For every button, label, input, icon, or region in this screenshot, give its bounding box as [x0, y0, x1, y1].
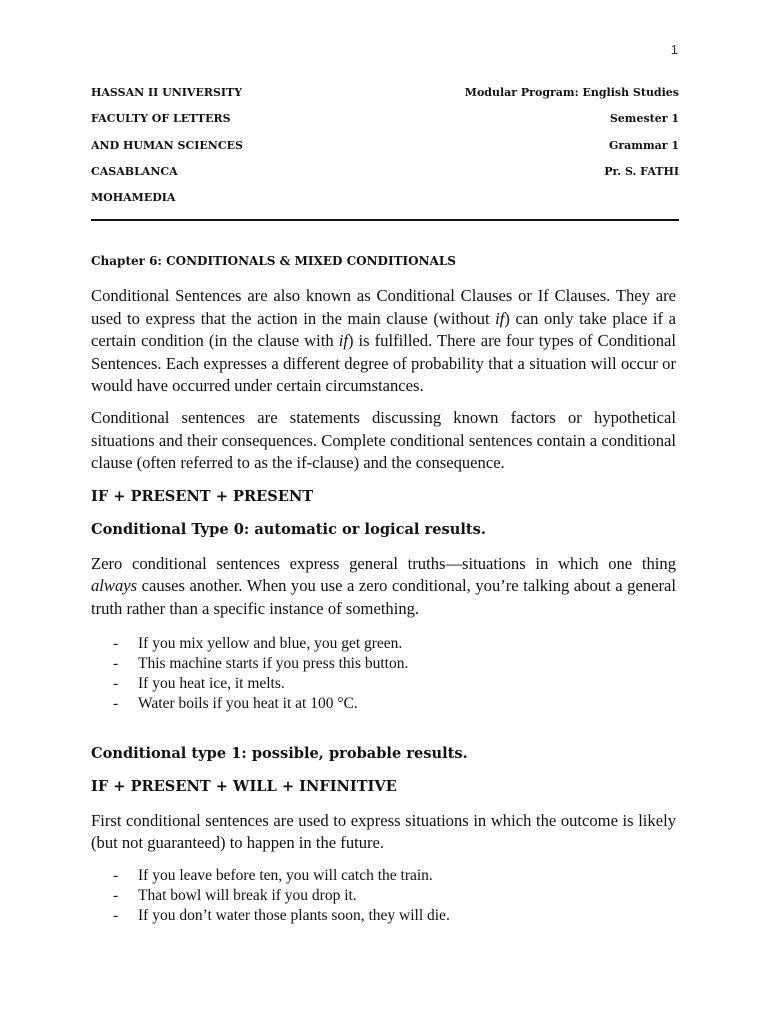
header-professor: Pr. S. FATHI — [604, 164, 679, 178]
type1-formula: IF + PRESENT + WILL + INFINITIVE — [91, 777, 397, 795]
type0-text: Zero conditional sentences express general truths—situations in which one thing — [91, 553, 676, 573]
list-item: - If you don’t water those plants soon, they will die. — [91, 906, 676, 926]
header-faculty-continued: AND HUMAN SCIENCES — [91, 138, 243, 152]
intro-paragraph-2: Conditional sentences are statements discussing known factors or hypothetical situations and their consequences. Complete conditional sentences contain a conditional clause (often referred to as the if-clause) and the consequence. — [91, 407, 676, 473]
header-university: HASSAN II UNIVERSITY — [91, 86, 243, 99]
italic-always: always — [91, 576, 138, 596]
header-program: Modular Program: English Studies — [464, 86, 679, 99]
type0-examples — [91, 634, 676, 714]
page-number: 1 — [670, 42, 678, 57]
header-faculty: FACULTY OF LETTERS — [91, 112, 231, 126]
list-item: - Water boils if you heat it at 100 °C. — [91, 694, 676, 714]
header-row — [91, 112, 679, 138]
list-item: - This machine starts if you press this button. — [91, 654, 676, 674]
intro-text: ) is fulfilled. There are four types of Conditional Sentences. Each expresses a different degree of probability that a situation will occur or would have occurred under certain circumstances. — [91, 331, 676, 396]
list-item: - If you leave before ten, you will catch the train. — [91, 866, 676, 886]
type0-title: Conditional Type 0: automatic or logical results. — [91, 520, 486, 538]
header-row — [91, 191, 679, 217]
header-city: CASABLANCA — [91, 164, 178, 178]
intro-text: Conditional Sentences are also known as Conditional Clauses or If Clauses. They are used to express that the action in the main clause (without — [91, 286, 676, 328]
header-city-2: MOHAMEDIA — [91, 191, 176, 205]
type1-description: First conditional sentences are used to express situations in which the outcome is likely (but not guaranteed) to happen in the future. — [91, 810, 676, 853]
document-header — [91, 86, 679, 221]
type1-title: Conditional type 1: possible, probable results. — [91, 744, 468, 762]
italic-if: if — [338, 331, 348, 351]
chapter-title: Chapter 6: CONDITIONALS & MIXED CONDITIONALS — [91, 254, 456, 268]
list-item: - If you heat ice, it melts. — [91, 674, 676, 694]
header-course: Grammar 1 — [608, 138, 679, 152]
list-item: - That bowl will break if you drop it. — [91, 886, 676, 906]
type0-description — [91, 553, 676, 621]
header-row — [91, 139, 679, 165]
type1-examples — [91, 866, 676, 926]
list-item: - If you mix yellow and blue, you get green. — [91, 634, 676, 654]
italic-if: if — [495, 308, 505, 328]
document-body — [91, 253, 676, 926]
intro-paragraph-1 — [91, 285, 676, 398]
header-row — [91, 165, 679, 191]
type0-formula: IF + PRESENT + PRESENT — [91, 487, 314, 505]
header-row — [91, 86, 679, 112]
header-semester: Semester 1 — [609, 112, 679, 126]
intro-text: ) can only take place if a certain condition (in the clause with — [91, 308, 676, 351]
type0-text: causes another. When you use a zero conditional, you’re talking about a general truth rather than a specific instance of something. — [91, 576, 676, 618]
